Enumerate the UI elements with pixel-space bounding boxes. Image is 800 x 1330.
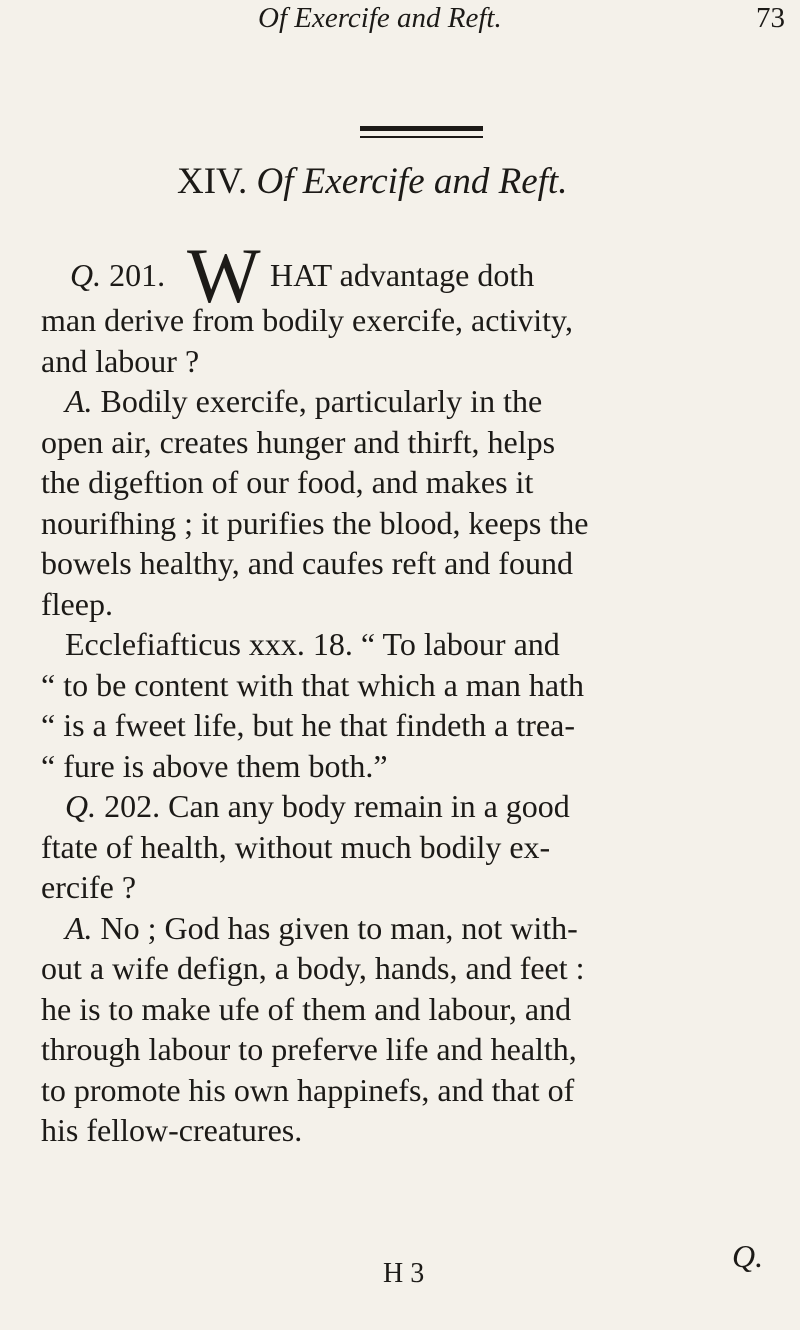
answer-201-line: nourifhing ; it purifies the blood, keeps the: [41, 504, 589, 541]
answer-202-line: his fellow-creatures.: [41, 1112, 303, 1148]
body-text: [41, 300, 781, 1151]
answer-202-line: he is to make ufe of them and labour, and: [41, 990, 572, 1027]
question-202-label: Q.: [65, 788, 97, 824]
page-number: 73: [756, 2, 785, 34]
quote-line: Ecclefiafticus xxx. 18. “ To labour and: [65, 626, 560, 662]
signature-mark: H 3: [383, 1258, 425, 1289]
answer-201-first-line: A. Bodily exercife, particularly in the: [65, 383, 543, 419]
answer-202-line: to promote his own happinefs, and that of: [41, 1071, 575, 1108]
question-201-text-start: HAT advantage doth: [270, 257, 535, 293]
chapter-title: Of Exercife and Reft.: [256, 161, 568, 202]
question-201-first-line: [70, 232, 782, 319]
answer-201-line: fleep.: [41, 585, 113, 622]
quote-line: “ is a fweet life, but he that findeth a trea-: [41, 707, 575, 743]
question-202-line: ercife ?: [41, 869, 137, 905]
header-rule-thin: [360, 136, 483, 138]
header-rule-thick: [360, 126, 483, 131]
question-201-line: man derive from bodily exercife, activity,: [41, 302, 573, 338]
answer-202-line: out a wife defign, a body, hands, and feet :: [41, 950, 585, 986]
question-201-line: and labour ?: [41, 342, 200, 379]
answer-201-label: A.: [65, 383, 93, 419]
catchword: Q.: [732, 1238, 764, 1274]
drop-cap: W: [187, 232, 261, 319]
answer-201-line: the digeftion of our food, and makes it: [41, 464, 534, 500]
chapter-heading: [177, 160, 567, 203]
quote-line: “ to be content with that which a man hath: [41, 666, 584, 703]
running-head-title: Of Exercife and Reft.: [258, 2, 502, 34]
quote-line: “ fure is above them both.”: [41, 747, 388, 784]
chapter-number: XIV.: [177, 161, 248, 202]
running-head: [0, 0, 800, 40]
question-202-line: ftate of health, without much bodily ex-: [41, 828, 551, 865]
answer-202-label: A.: [65, 909, 93, 946]
answer-201-line: open air, creates hunger and thirft, helps: [41, 423, 556, 460]
answer-202-line: through labour to preferve life and health,: [41, 1031, 577, 1067]
question-202-first-line: Q. 202. Can any body remain in a good: [65, 788, 570, 824]
answer-201-line: bowels healthy, and caufes reft and found: [41, 545, 573, 581]
question-201-label: Q. 201.: [70, 257, 166, 293]
answer-202-first-line: A. No ; God has given to man, not with-: [65, 909, 578, 946]
